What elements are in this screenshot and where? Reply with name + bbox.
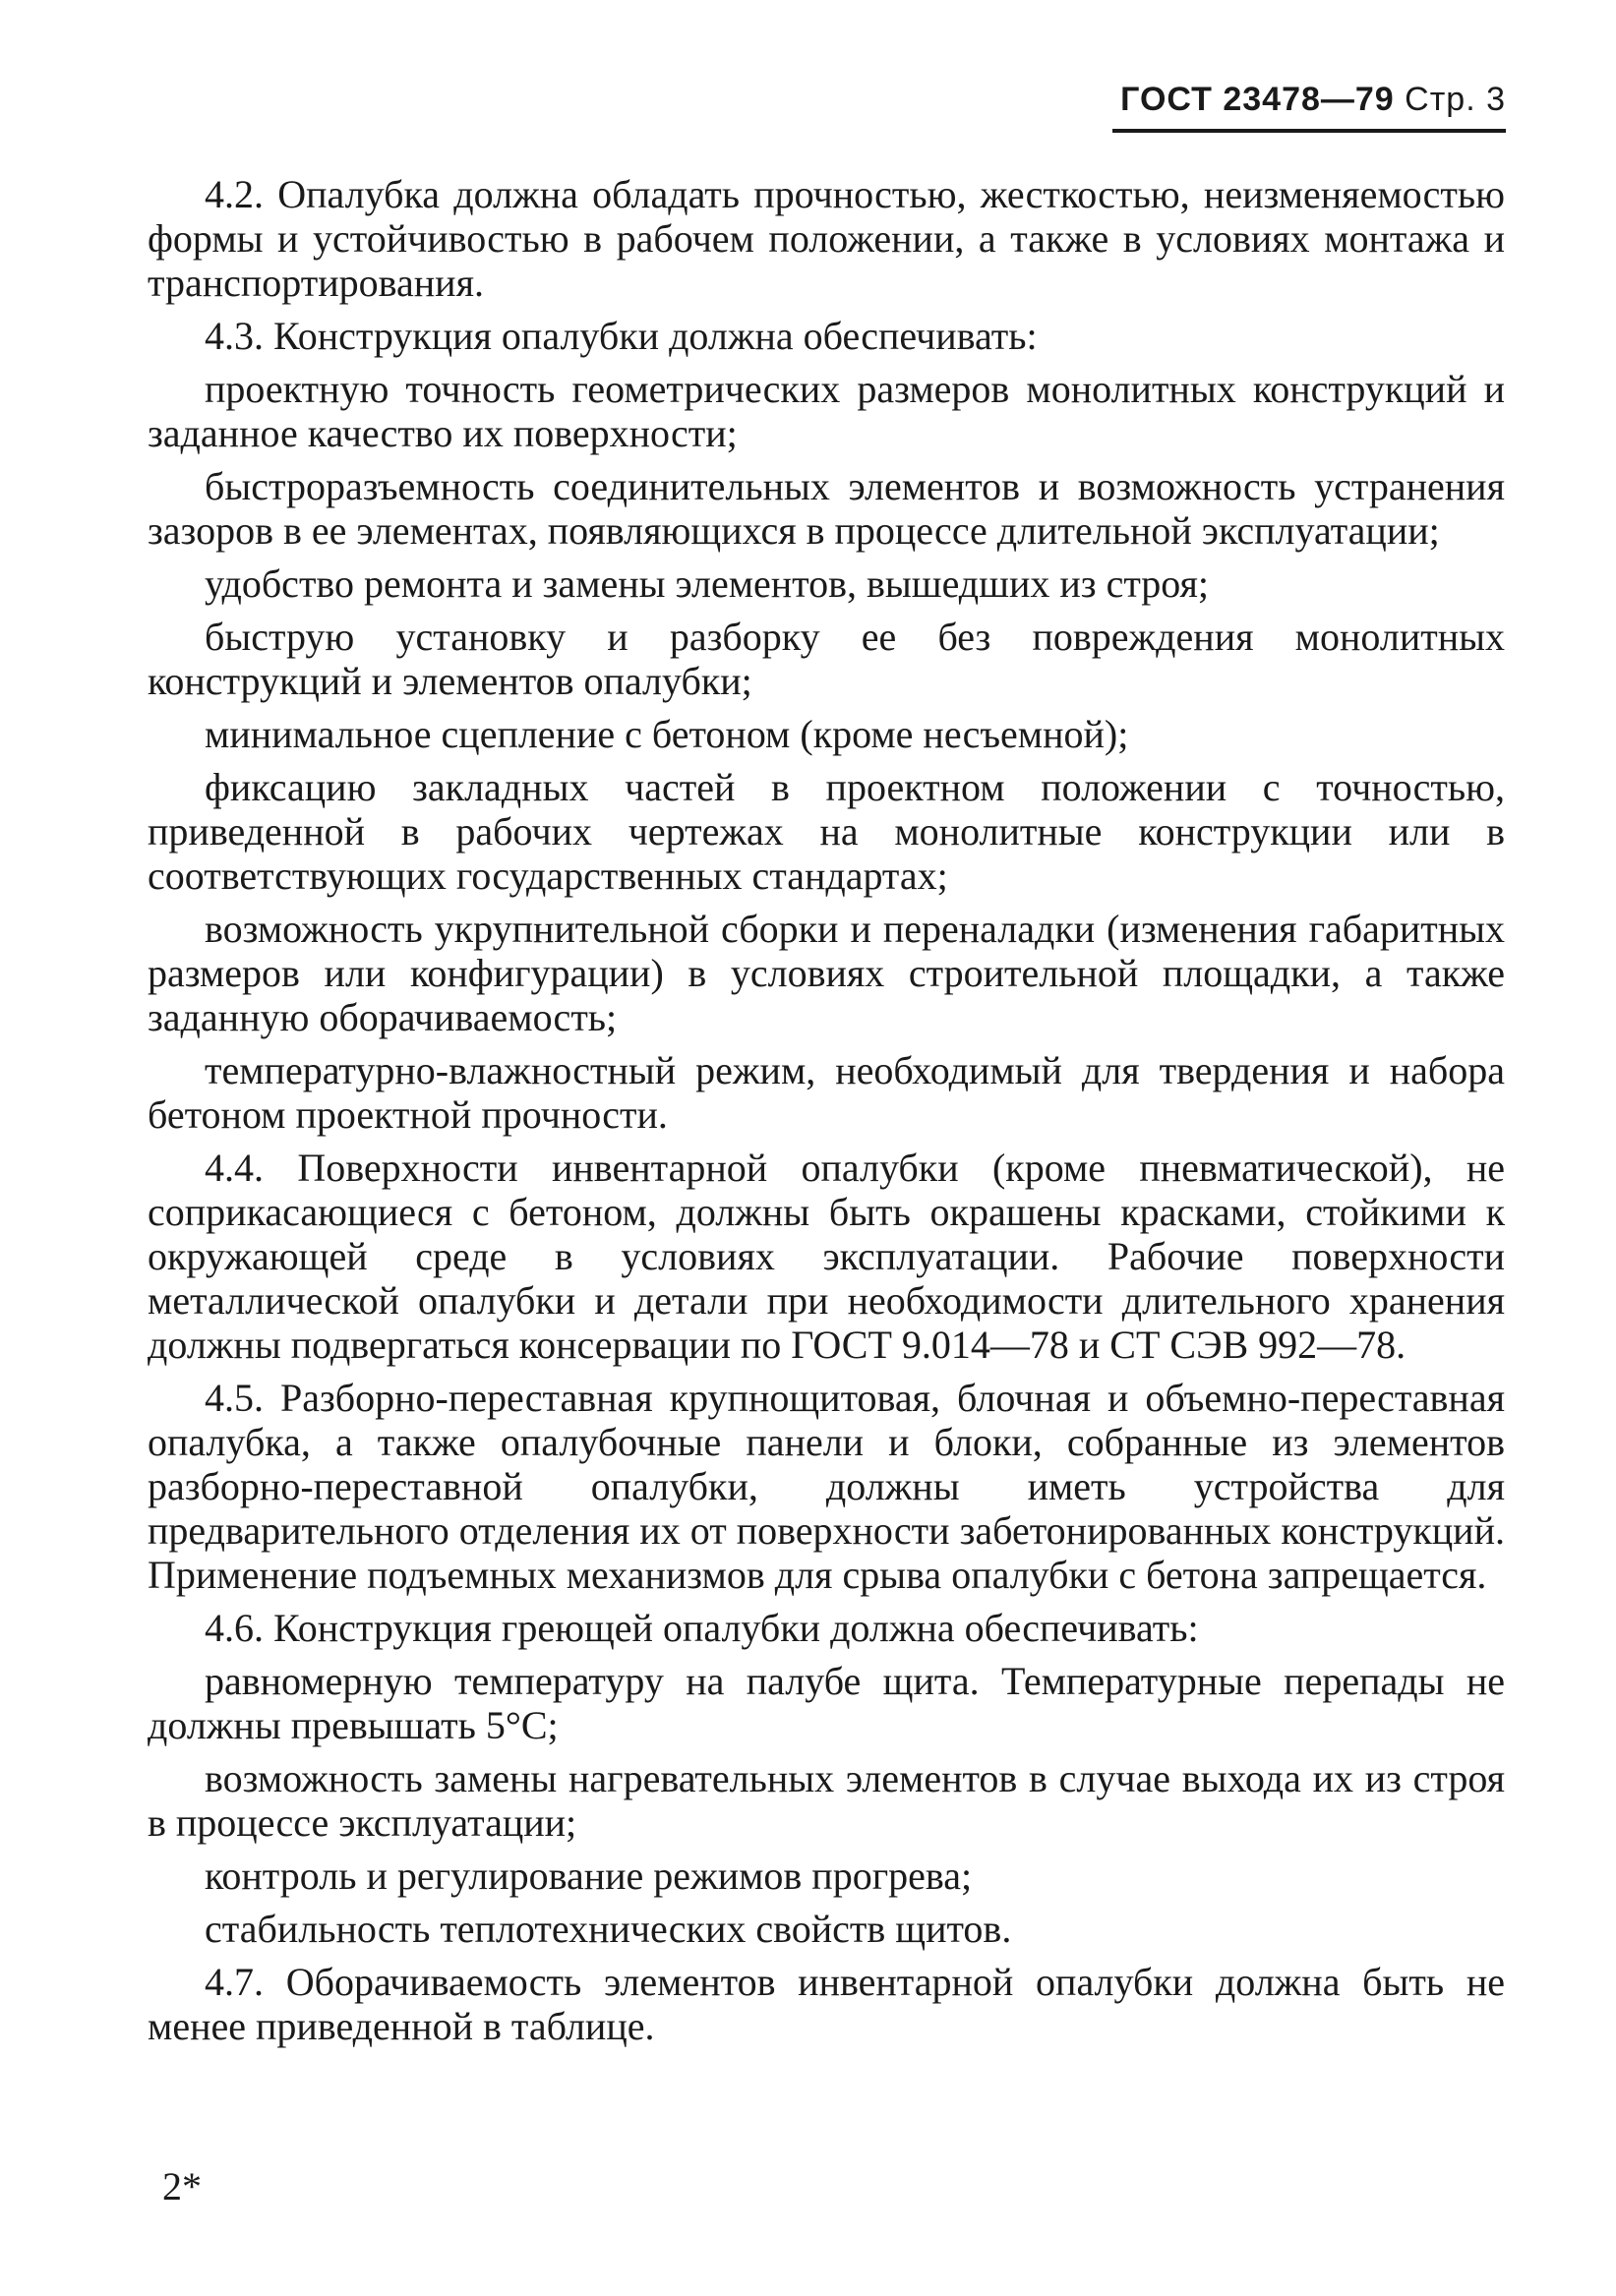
signature-mark: 2* [162, 2164, 202, 2208]
list-item: контроль и регулирование режимов прогрева; [205, 1854, 973, 1898]
list-item: стабильность теплотехнических свойств щитов. [205, 1907, 1012, 1951]
list-item: возможность укрупнительной сборки и переналадки (изменения габаритных размеров или конфигурации) в условиях строительной площадки, а также заданную оборачиваемость; [148, 907, 1505, 1039]
document-code: ГОСТ 23478—79 [1120, 81, 1395, 118]
list-item: минимальное сцепление с бетоном (кроме несъемной); [205, 712, 1129, 756]
list-item: температурно-влажностный режим, необходимый для твердения и набора бетоном проектной прочности. [148, 1048, 1505, 1137]
list-item: возможность замены нагревательных элементов в случае выхода их из строя в процессе эксплуатации; [148, 1756, 1505, 1845]
list-item: проектную точность геометрических размеров монолитных конструкций и заданное качество их поверхности; [148, 367, 1505, 455]
list-item: быструю установку и разборку ее без повреждения монолитных конструкций и элементов опалубки; [148, 615, 1505, 703]
page-number: Стр. 3 [1405, 81, 1506, 118]
clause-4-4: 4.4. Поверхности инвентарной опалубки (кроме пневматической), не соприкасающиеся с бетоном, должны быть окрашены красками, стойкими к окружающей среде в условиях эксплуатации. Рабочие поверхности металлической опалубки и детали при необходимости длительного хранения должны подвергаться консервации по ГОСТ 9.014—78 и СТ СЭВ 992—78. [148, 1146, 1505, 1367]
clause-4-7: 4.7. Оборачиваемость элементов инвентарной опалубки должна быть не менее приведенной в таблице. [148, 1960, 1505, 2048]
list-item: быстроразъемность соединительных элементов и возможность устранения зазоров в ее элементах, появляющихся в процессе длительной эксплуатации; [148, 464, 1505, 553]
clause-4-2: 4.2. Опалубка должна обладать прочностью, жесткостью, неизменяемостью формы и устойчивостью в рабочем положении, а также в условиях монтажа и транспортирования. [148, 172, 1505, 305]
list-item: равномерную температуру на палубе щита. Температурные перепады не должны превышать 5°С; [148, 1659, 1505, 1747]
clause-4-6: 4.6. Конструкция греющей опалубки должна обеспечивать: [205, 1606, 1199, 1650]
page-header [1112, 81, 1506, 133]
clause-4-5: 4.5. Разборно-переставная крупнощитовая, блочная и объемно-переставная опалубка, а также опалубочные панели и блоки, собранные из элементов разборно-переставной опалубки, должны иметь устройства для предварительного отделения их от поверхности забетонированных конструкций. Применение подъемных механизмов для срыва опалубки с бетона запрещается. [148, 1376, 1505, 1597]
list-item: фиксацию закладных частей в проектном положении с точностью, приведенной в рабочих чертежах на монолитные конструкции или в соответствующих государственных стандартах; [148, 765, 1505, 898]
clause-4-3: 4.3. Конструкция опалубки должна обеспечивать: [205, 314, 1038, 358]
list-item: удобство ремонта и замены элементов, вышедших из строя; [205, 561, 1210, 606]
document-body [148, 172, 1505, 2057]
